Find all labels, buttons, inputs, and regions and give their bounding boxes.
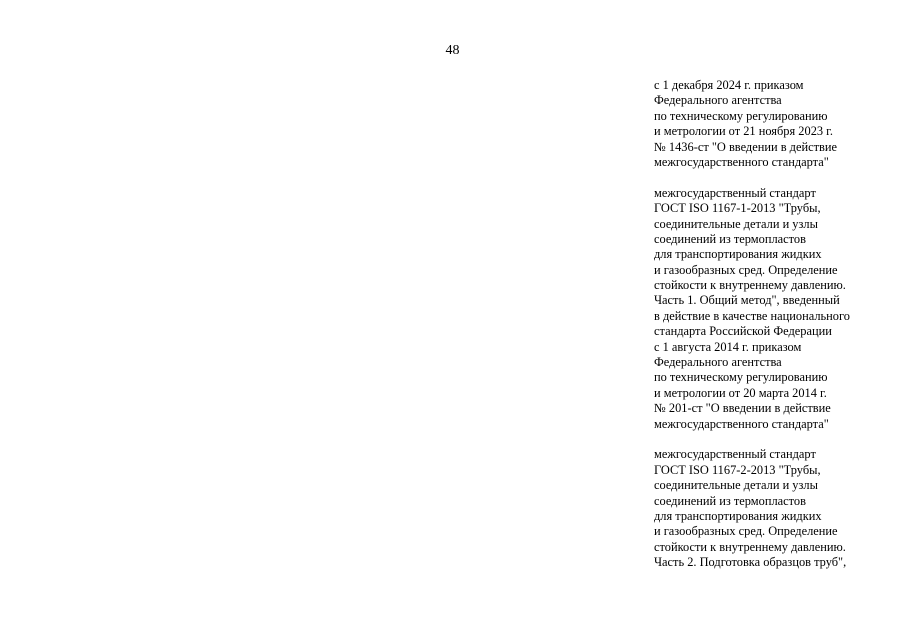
text-line: соединительные детали и узлы (654, 478, 818, 493)
text-line: ГОСТ ISO 1167-2-2013 "Трубы, (654, 462, 821, 477)
page-number: 48 (445, 43, 460, 58)
text-line: стойкости к внутреннему давлению. (654, 278, 846, 293)
text-line: межгосударственный стандарт (654, 185, 816, 200)
text-line: по техническому регулированию (654, 108, 828, 123)
paragraph-order-reference (654, 78, 899, 170)
text-line: № 201-ст "О введении в действие (654, 401, 831, 416)
text-line: Федерального агентства (654, 93, 782, 108)
document-text-column (654, 78, 899, 571)
text-line: в действие в качестве национального (654, 308, 850, 323)
paragraph-standard-iso-1167-2 (654, 447, 899, 570)
text-line: Часть 1. Общий метод", введенный (654, 293, 840, 308)
text-line: ГОСТ ISO 1167-1-2013 "Трубы, (654, 201, 821, 216)
paragraph-standard-iso-1167-1 (654, 186, 899, 432)
text-line: межгосударственного стандарта" (654, 154, 829, 169)
text-line: и газообразных сред. Определение (654, 524, 838, 539)
text-line: межгосударственного стандарта" (654, 416, 829, 431)
text-line: № 1436-ст "О введении в действие (654, 139, 837, 154)
text-line: соединений из термопластов (654, 493, 806, 508)
text-line: и метрологии от 21 ноября 2023 г. (654, 124, 833, 139)
text-line: Федерального агентства (654, 355, 782, 370)
text-line: и метрологии от 20 марта 2014 г. (654, 385, 827, 400)
text-line: по техническому регулированию (654, 370, 828, 385)
text-line: стойкости к внутреннему давлению. (654, 539, 846, 554)
text-line: стандарта Российской Федерации (654, 324, 832, 339)
text-line: с 1 августа 2014 г. приказом (654, 339, 802, 354)
text-line: соединительные детали и узлы (654, 216, 818, 231)
text-line: для транспортирования жидких (654, 508, 822, 523)
text-line: и газообразных сред. Определение (654, 262, 838, 277)
text-line: межгосударственный стандарт (654, 447, 816, 462)
text-line: с 1 декабря 2024 г. приказом (654, 78, 804, 92)
text-line: для транспортирования жидких (654, 247, 822, 262)
text-line: Часть 2. Подготовка образцов труб", (654, 555, 847, 570)
text-line: соединений из термопластов (654, 231, 806, 246)
